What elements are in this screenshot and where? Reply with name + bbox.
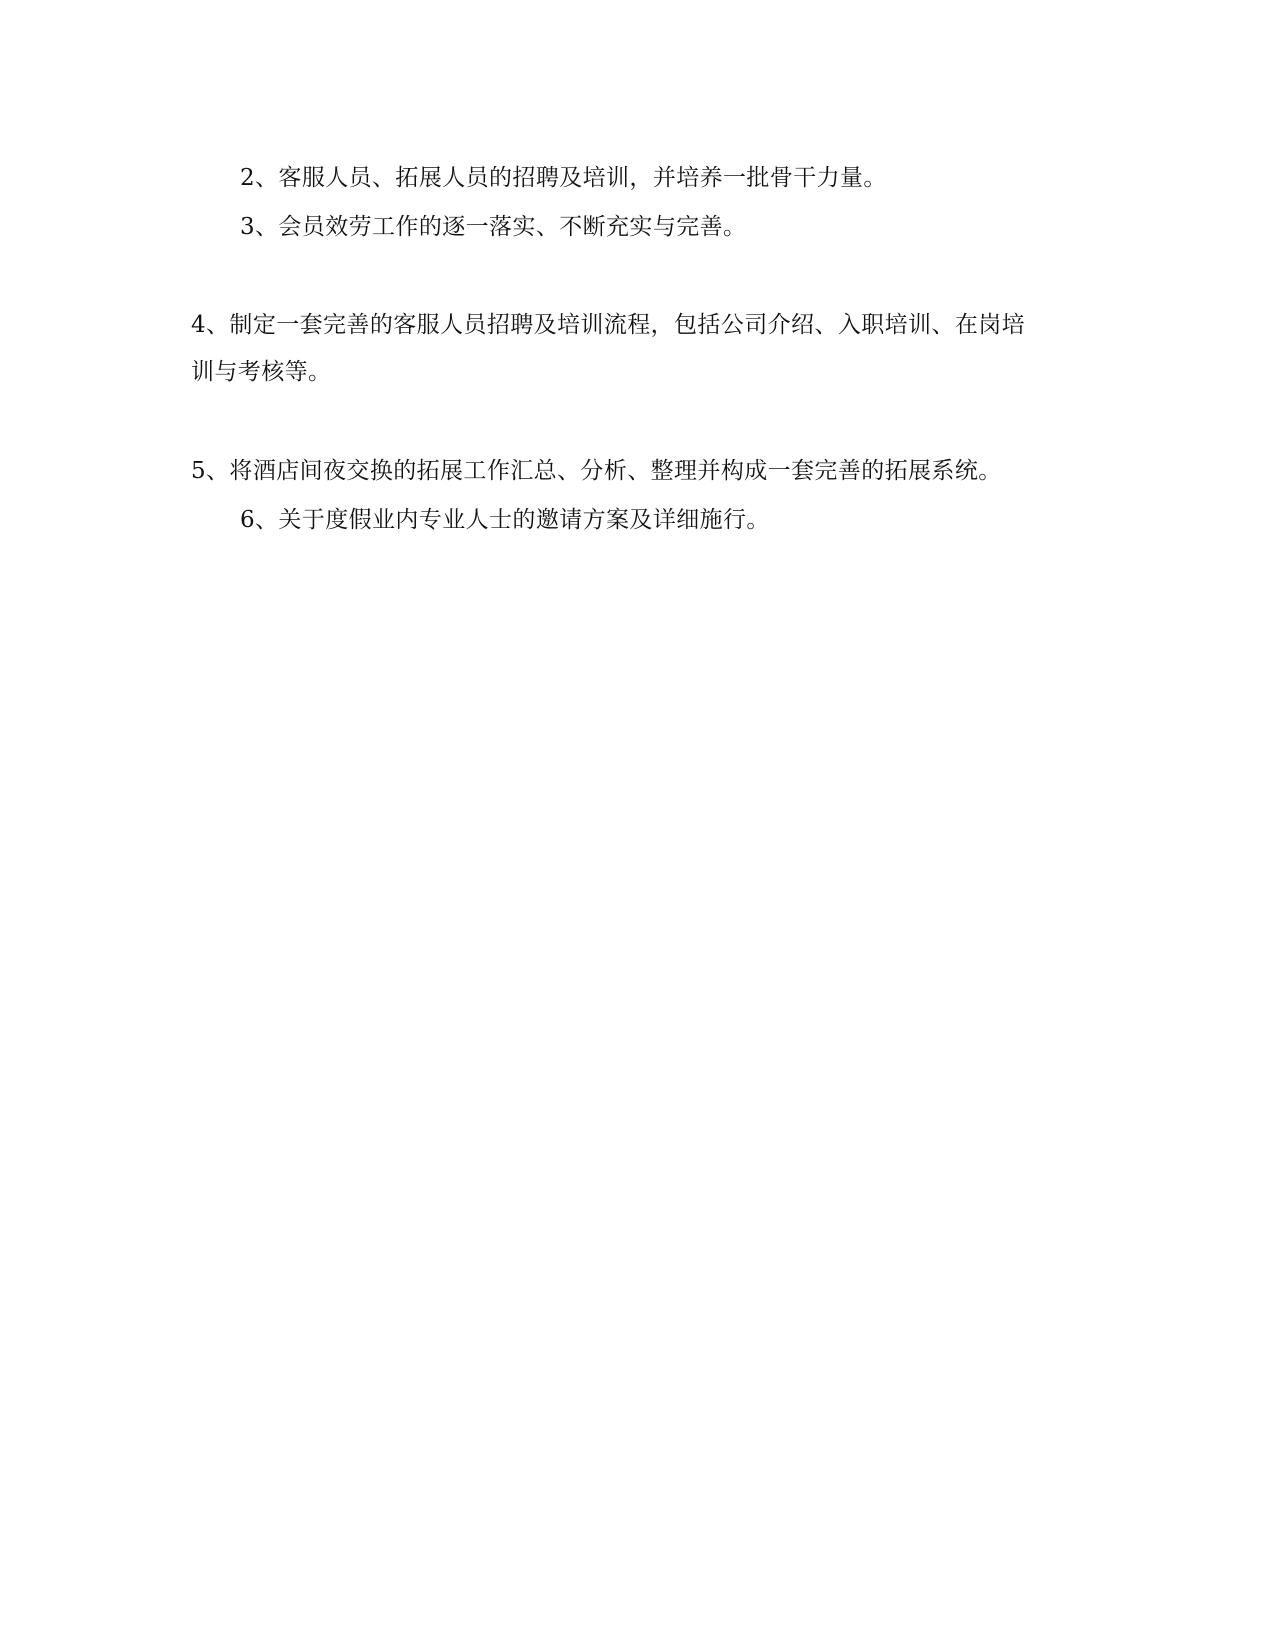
paragraph-item-2: 2、客服人员、拓展人员的招聘及培训，并培养一批骨干力量。 [240, 165, 887, 191]
paragraph-item-6: 6、关于度假业内专业人士的邀请方案及详细施行。 [240, 507, 770, 533]
paragraph-item-4-line-2: 训与考核等。 [191, 359, 332, 385]
paragraph-item-4-line-1: 4、制定一套完善的客服人员招聘及培训流程，包括公司介绍、入职培训、在岗培 [191, 312, 1026, 338]
paragraph-item-3: 3、会员效劳工作的逐一落实、不断充实与完善。 [240, 214, 747, 240]
paragraph-item-5: 5、将酒店间夜交换的拓展工作汇总、分析、整理并构成一套完善的拓展系统。 [191, 458, 1002, 484]
